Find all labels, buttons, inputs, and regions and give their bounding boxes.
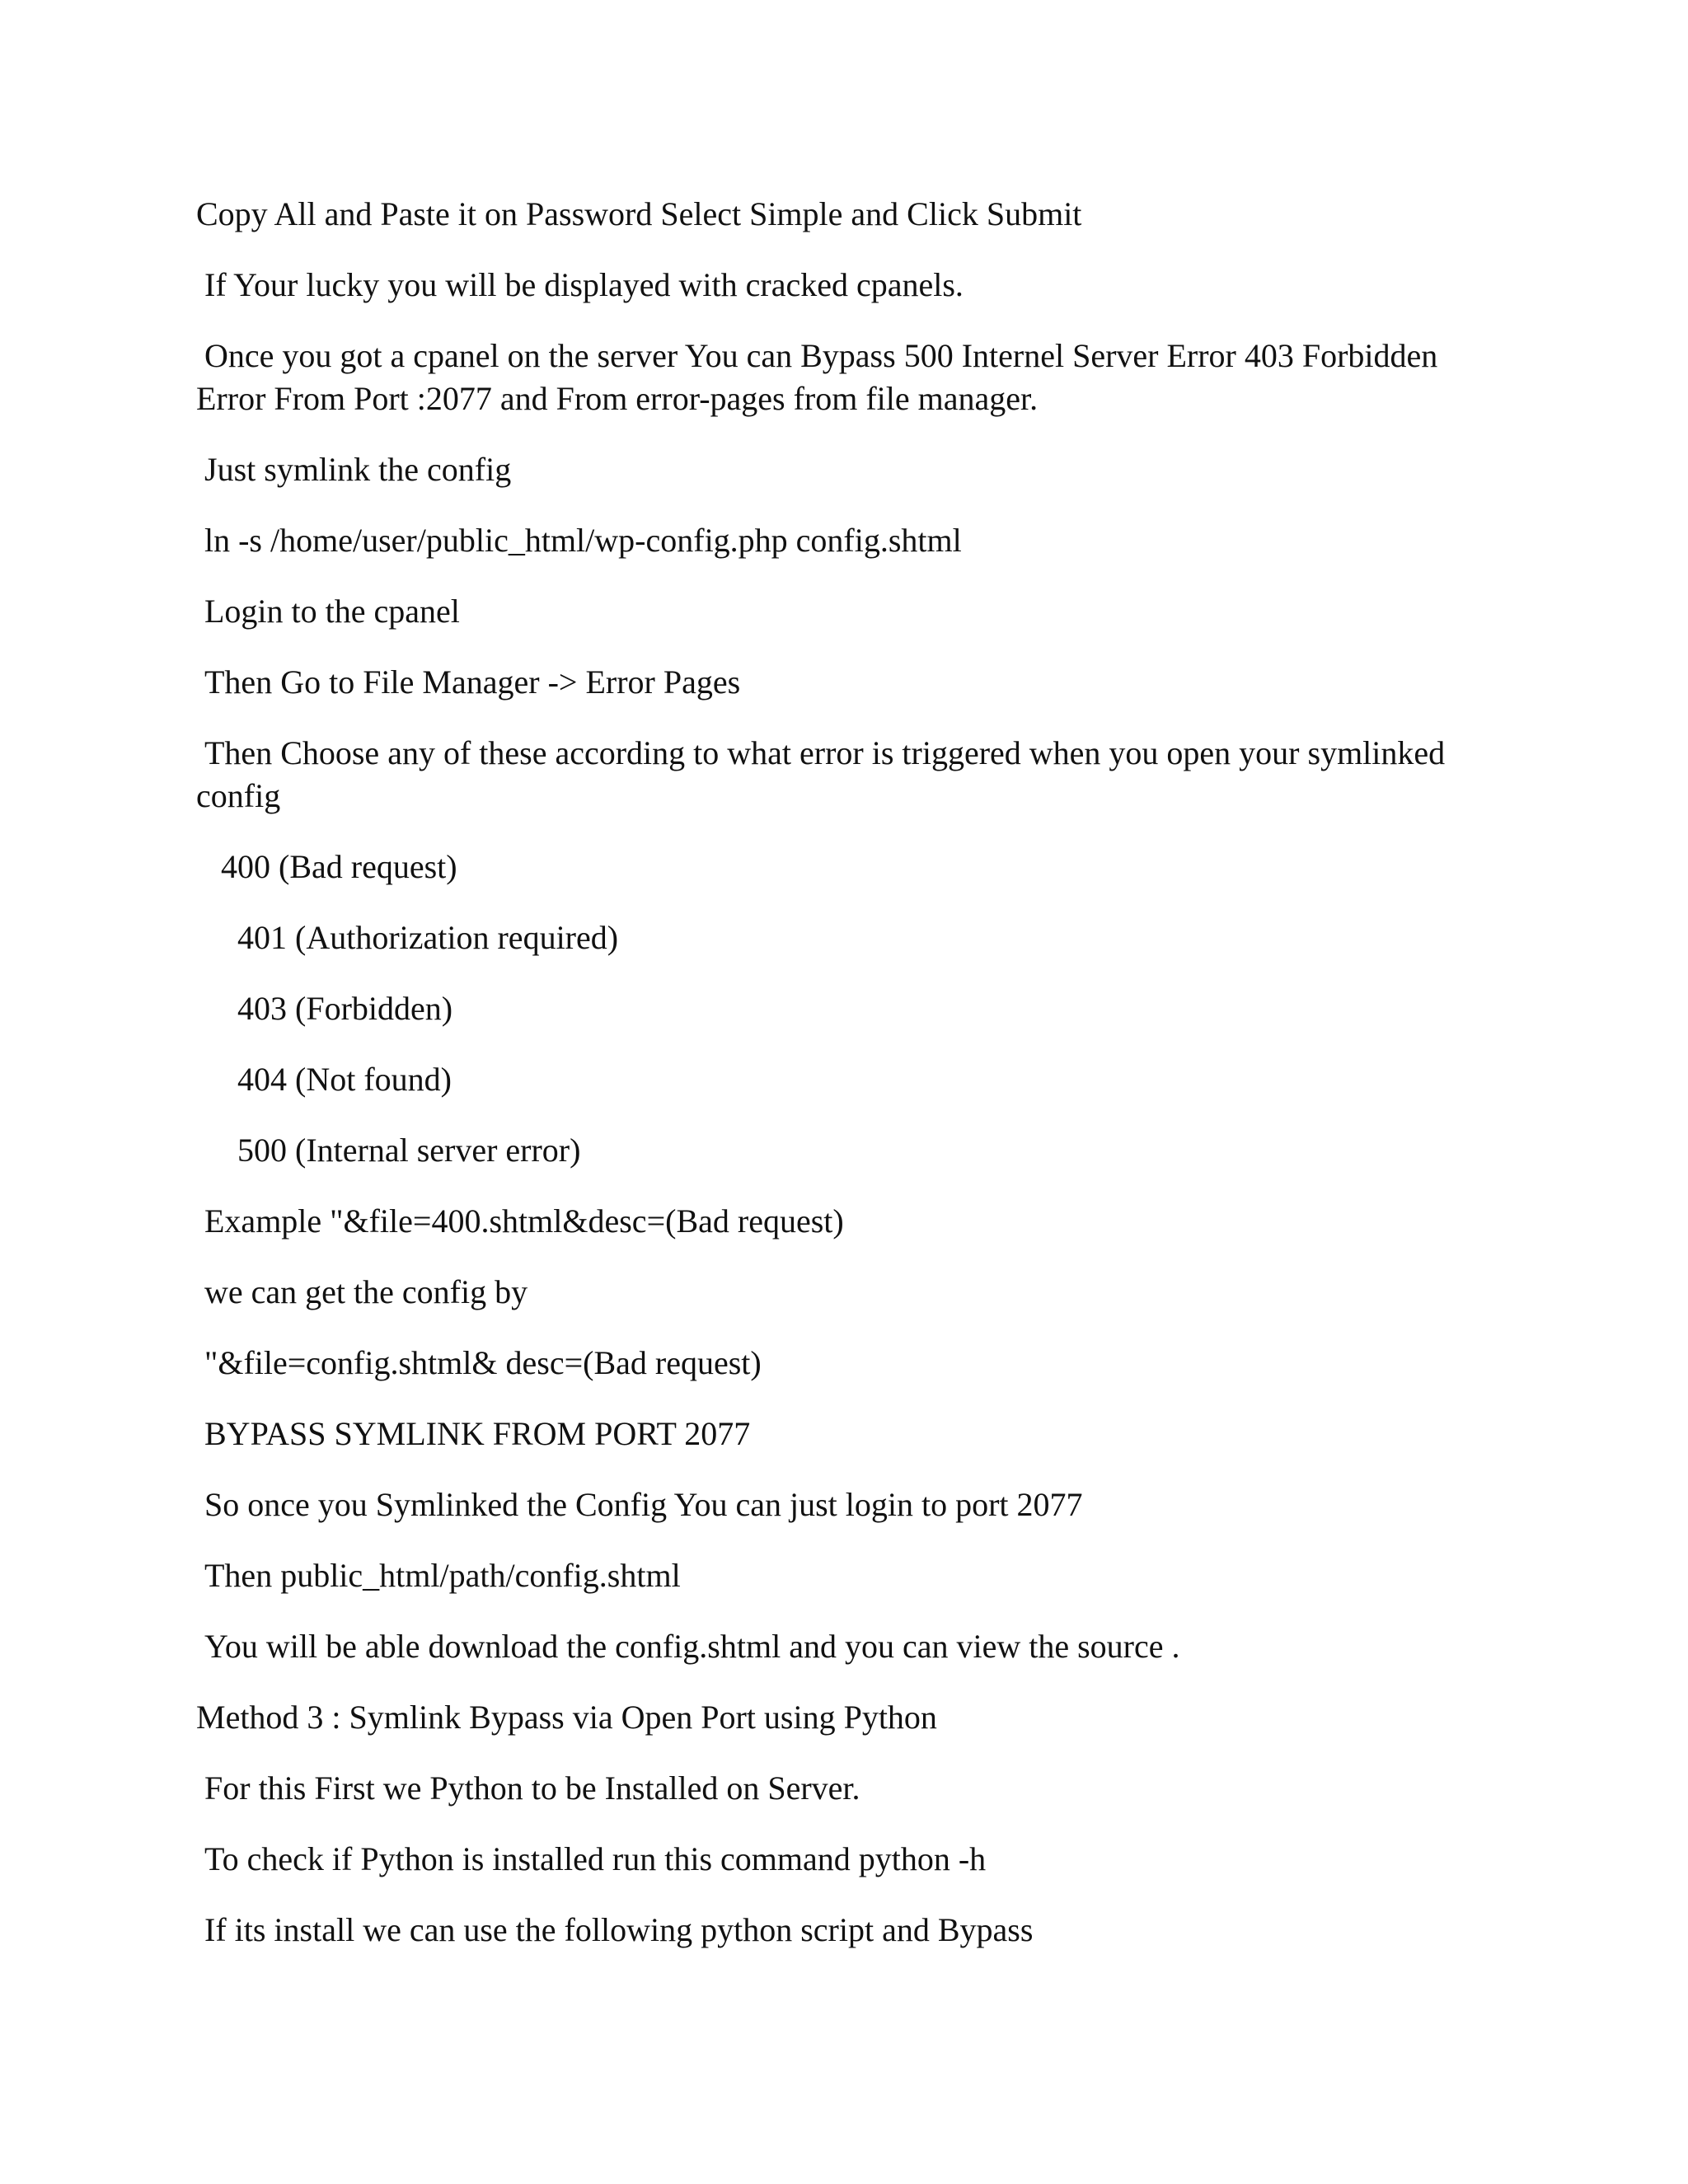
command-line: ln -s /home/user/public_html/wp-config.php config.shtml [204, 522, 962, 559]
text-line: If Your lucky you will be displayed with cracked cpanels. [204, 266, 964, 303]
error-code-item: 401 (Authorization required) [237, 919, 619, 956]
text-line: So once you Symlinked the Config You can just login to port 2077 [204, 1486, 1083, 1523]
text-line: Example "&file=400.shtml&desc=(Bad request) [204, 1202, 844, 1240]
section-heading: Method 3 : Symlink Bypass via Open Port using Python [196, 1699, 937, 1736]
error-code-item: 403 (Forbidden) [237, 990, 453, 1027]
error-code-item: 500 (Internal server error) [237, 1132, 581, 1169]
text-line: we can get the config by [204, 1273, 528, 1310]
text-line: Then Go to File Manager -> Error Pages [204, 663, 741, 701]
text-line: To check if Python is installed run this command python -h [204, 1840, 987, 1877]
text-line: For this First we Python to be Installed on Server. [204, 1769, 860, 1807]
text-line: Just symlink the config [204, 451, 512, 488]
text-line: Once you got a cpanel on the server You can Bypass 500 Internel Server Error 403 Forbidden [204, 337, 1438, 374]
text-line: You will be able download the config.shtml and you can view the source . [204, 1628, 1180, 1665]
text-line: "&file=config.shtml& desc=(Bad request) [204, 1344, 762, 1381]
text-line: Copy All and Paste it on Password Select Simple and Click Submit [196, 195, 1082, 232]
error-code-item: 404 (Not found) [237, 1061, 452, 1098]
text-line: Error From Port :2077 and From error-pages from file manager. [196, 380, 1039, 417]
text-line: Login to the cpanel [204, 593, 460, 630]
text-line: config [196, 777, 281, 814]
error-code-item: 400 (Bad request) [221, 848, 457, 885]
text-line: Then public_html/path/config.shtml [204, 1557, 681, 1594]
section-heading: BYPASS SYMLINK FROM PORT 2077 [204, 1415, 751, 1452]
text-line: Then Choose any of these according to what error is triggered when you open your symlinked [204, 734, 1446, 771]
text-line: If its install we can use the following python script and Bypass [204, 1911, 1034, 1948]
